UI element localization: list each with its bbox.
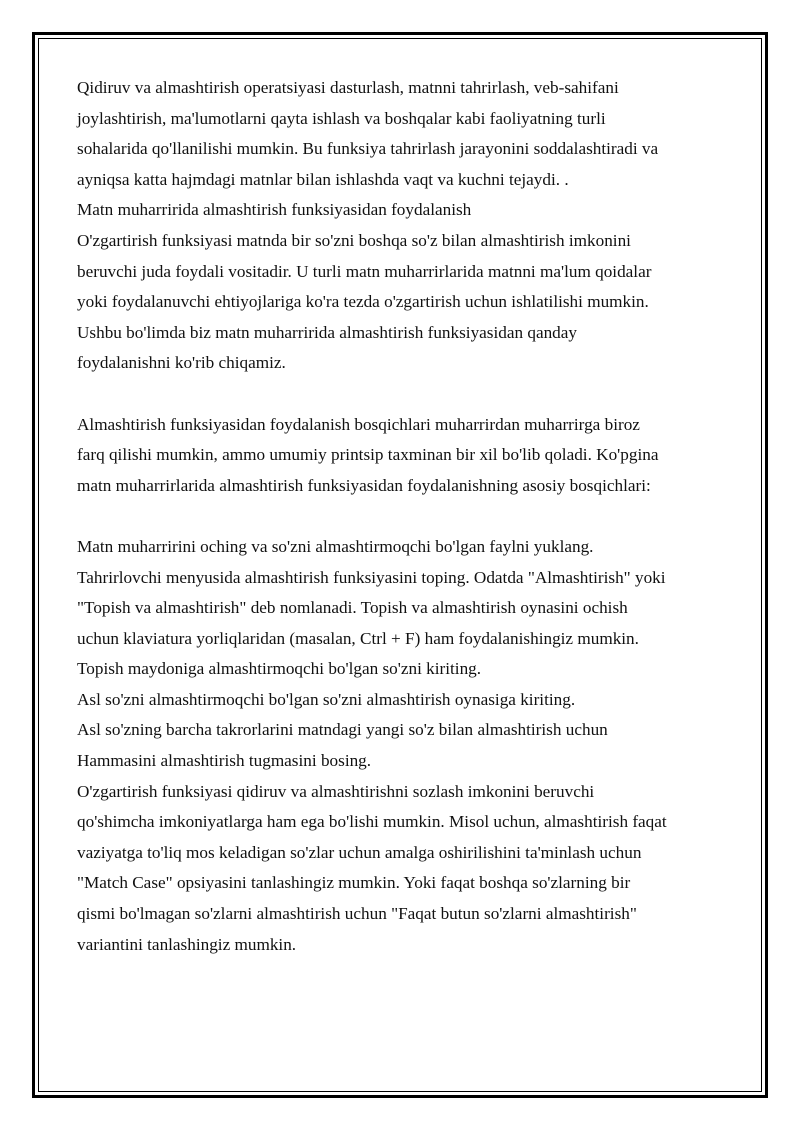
text-line: Asl so'zni almashtirmoqchi bo'lgan so'zni almashtirish oynasiga kiriting. xyxy=(77,689,576,709)
text-line: uchun klaviatura yorliqlaridan (masalan, Ctrl + F) ham foydalanishingiz mumkin. xyxy=(77,628,639,648)
text-line: foydalanishni ko'rib chiqamiz. xyxy=(77,353,286,373)
text-line: Almashtirish funksiyasidan foydalanish bosqichlari muharrirdan muharrirga biroz xyxy=(77,414,640,434)
text-line: Tahrirlovchi menyusida almashtirish funksiyasini toping. Odatda "Almashtirish" yoki xyxy=(77,567,666,587)
text-line: ayniqsa katta hajmdagi matnlar bilan ishlashda vaqt va kuchni tejaydi. . xyxy=(77,169,569,189)
text-line: O'zgartirish funksiyasi matnda bir so'zni boshqa so'z bilan almashtirish imkonini xyxy=(77,230,631,250)
text-line: "Topish va almashtirish" deb nomlanadi. Topish va almashtirish oynasini ochish xyxy=(77,598,628,618)
text-line: joylashtirish, ma'lumotlarni qayta ishlash va boshqalar kabi faoliyatning turli xyxy=(77,108,606,128)
paragraph xyxy=(77,410,737,502)
text-line: beruvchi juda foydali vositadir. U turli matn muharrirlarida matnni ma'lum qoidalar xyxy=(77,261,652,281)
text-line: "Match Case" opsiyasini tanlashingiz mumkin. Yoki faqat boshqa so'zlarning bir xyxy=(77,873,631,893)
text-line: Asl so'zning barcha takrorlarini matndagi yangi so'z bilan almashtirish uchun xyxy=(77,720,608,740)
text-line: Hammasini almashtirish tugmasini bosing. xyxy=(77,751,372,771)
paragraph xyxy=(77,532,737,960)
text-line: yoki foydalanuvchi ehtiyojlariga ko'ra tezda o'zgartirish uchun ishlatilishi mumkin. xyxy=(77,292,649,312)
text-line: sohalarida qo'llanilishi mumkin. Bu funksiya tahrirlash jarayonini soddalashtiradi va xyxy=(77,139,659,159)
document-body xyxy=(77,73,737,960)
text-line: Matn muharririni oching va so'zni almashtirmoqchi bo'lgan faylni yuklang. xyxy=(77,536,594,556)
text-line: Topish maydoniga almashtirmoqchi bo'lgan so'zni kiriting. xyxy=(77,659,482,679)
paragraph-spacer xyxy=(77,501,737,532)
text-line: matn muharrirlarida almashtirish funksiyasidan foydalanishning asosiy bosqichlari: xyxy=(77,475,651,495)
text-line: Ushbu bo'limda biz matn muharririda almashtirish funksiyasidan qanday xyxy=(77,322,577,342)
paragraph-spacer xyxy=(77,379,737,410)
text-line: farq qilishi mumkin, ammo umumiy printsip taxminan bir xil bo'lib qoladi. Ko'pgina xyxy=(77,445,659,465)
text-line: Qidiruv va almashtirish operatsiyasi dasturlash, matnni tahrirlash, veb-sahifani xyxy=(77,78,619,97)
text-line: variantini tanlashingiz mumkin. xyxy=(77,934,297,954)
paragraph xyxy=(77,73,737,379)
text-line: qo'shimcha imkoniyatlarga ham ega bo'lishi mumkin. Misol uchun, almashtirish faqat xyxy=(77,812,667,832)
text-line: O'zgartirish funksiyasi qidiruv va almashtirishni sozlash imkonini beruvchi xyxy=(77,781,595,801)
text-line: qismi bo'lmagan so'zlarni almashtirish uchun "Faqat butun so'zlarni almashtirish" xyxy=(77,904,637,924)
text-line: vaziyatga to'liq mos keladigan so'zlar uchun amalga oshirilishini ta'minlash uchun xyxy=(77,842,642,862)
section-heading: Matn muharririda almashtirish funksiyasidan foydalanish xyxy=(77,200,472,220)
